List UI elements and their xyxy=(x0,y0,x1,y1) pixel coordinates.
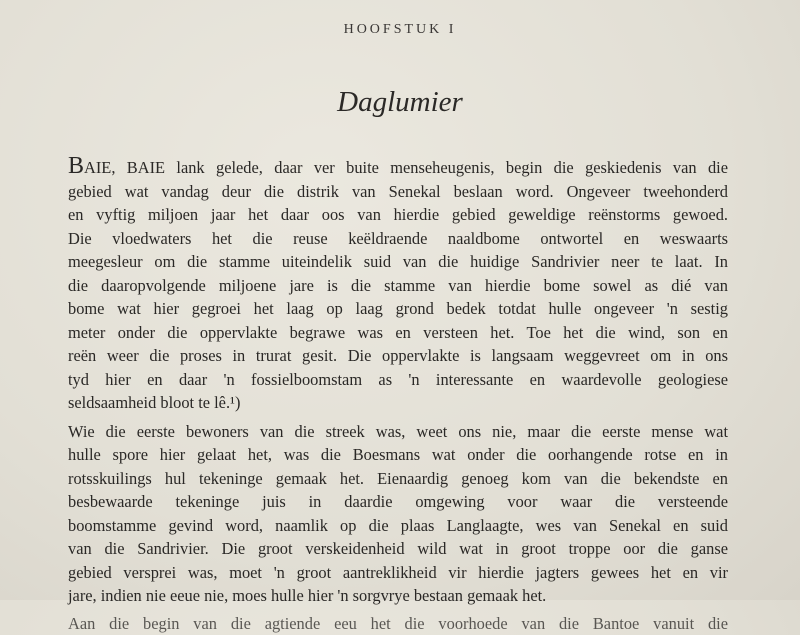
paragraph-3-partial xyxy=(68,612,728,624)
first-line-text: AIE, BAIE lank gelede, daar ver buite menseheugenis, begin die geskiedenis van die xyxy=(84,158,728,177)
text-line: bome wat hier gegroei het laag op laag grond bedek totdat hulle ongeveer 'n sestig xyxy=(68,297,728,321)
text-line: meegesleur om die stamme uiteindelik suid van die huidige Sandrivier neer te laat. In xyxy=(68,250,728,274)
text-line: Die vloedwaters het die reuse keëldraende naaldbome ontwortel en weswaarts xyxy=(68,227,728,251)
text-line: besbewaarde tekeninge juis in daardie omgewing voor waar die versteende xyxy=(68,490,728,514)
text-line: meter onder die oppervlakte begrawe was en versteen het. Toe het die wind, son en xyxy=(68,321,728,345)
text-line-last: jare, indien nie eeue nie, moes hulle hier 'n sorgvrye bestaan gemaak het. xyxy=(68,584,728,608)
text-line: die daaropvolgende miljoene jare is die stamme van hierdie bome sowel as dié van xyxy=(68,274,728,298)
text-line: van die Sandrivier. Die groot verskeidenheid wild wat in groot troppe oor die ganse xyxy=(68,537,728,561)
text-line: en vyftig miljoen jaar het daar oos van hierdie gebied geweldige reënstorms gewoed. xyxy=(68,203,728,227)
paragraph-1-first-line xyxy=(68,156,728,180)
text-line: Wie die eerste bewoners van die streek was, weet ons nie, maar die eerste mense wat xyxy=(68,420,728,444)
text-line: gebied wat vandag deur die distrik van Senekal beslaan word. Ongeveer tweehonderd xyxy=(68,180,728,204)
text-line-partial: Aan die begin van die agtiende eeu het die voorhoede van die Bantoe vanuit die xyxy=(68,612,728,635)
body-text xyxy=(68,156,728,624)
text-line: boomstamme gevind word, naamlik op die plaas Langlaagte, wes van Senekal en suid xyxy=(68,514,728,538)
text-line: hulle spore hier gelaat het, was die Boesmans wat onder die oorhangende rotse en in xyxy=(68,443,728,467)
text-line: tyd hier en daar 'n fossielboomstam as 'n interessante en waardevolle geologiese xyxy=(68,368,728,392)
text-line: reën weer die proses in trurat gesit. Die oppervlakte is langsaam weggevreet om in ons xyxy=(68,344,728,368)
drop-cap: B xyxy=(68,153,84,179)
chapter-title: Daglumier xyxy=(0,86,800,119)
chapter-heading: HOOFSTUK I xyxy=(0,22,800,38)
text-line: gebied versprei was, moet 'n groot aantreklikheid vir hierdie jagters gewees het en vir xyxy=(68,561,728,585)
paragraph-1 xyxy=(68,156,728,415)
paragraph-2 xyxy=(68,420,728,608)
text-line: rotsskuilings hul tekeninge gemaak het. Eienaardig genoeg kom van die bekendste en xyxy=(68,467,728,491)
text-line-last: seldsaamheid bloot te lê.¹) xyxy=(68,391,728,415)
